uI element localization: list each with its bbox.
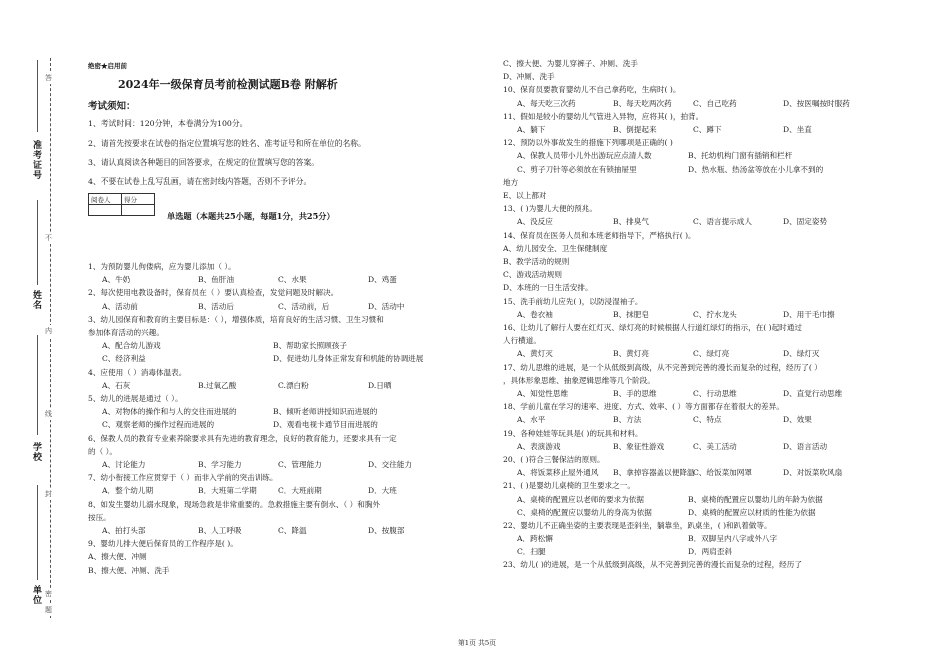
seal-char: 内 — [45, 327, 52, 335]
answer-options-row — [503, 545, 903, 558]
question-line: 3、幼儿园保育和教育的主要目标是：（ ），增强体质，培育良好的生活习惯、卫生习惯和 — [88, 314, 384, 324]
margin-underline — [37, 335, 38, 435]
question-line: A、擦大便、冲厕 — [88, 552, 147, 562]
question-line: C、擦大便、为婴儿穿裤子、冲厕、洗手 — [503, 59, 638, 68]
seal-char: 不 — [45, 234, 52, 242]
answer-options-row — [503, 149, 903, 162]
answer-option[interactable]: B.过氧乙酸 — [198, 380, 237, 390]
answer-option[interactable]: C、蹲下 — [693, 125, 722, 134]
question-line: 19、各种娃娃等玩具是( )的玩具和材料。 — [503, 428, 643, 438]
page-title: 2024年一级保育员考前检测试题B卷 附解析 — [118, 78, 338, 91]
question-line: 14、保育员在医务人员和本班老师指导下，严格执行( )。 — [503, 230, 696, 240]
answer-option[interactable]: B、手的思维 — [613, 388, 657, 398]
answer-option[interactable]: B、抹肥皂 — [613, 309, 649, 319]
answer-option[interactable]: D、热水瓶、热汤盆等放在小儿拿不到的 — [688, 164, 824, 174]
seal-char: 答 — [45, 74, 52, 82]
question-line: 21、( )是婴幼儿桌椅的卫生要求之一。 — [503, 481, 635, 491]
answer-option[interactable]: D、坐直 — [783, 125, 812, 134]
question-line: B、擦大便、冲厕、洗手 — [88, 565, 170, 575]
answer-option[interactable]: B．大班第二学期 — [198, 486, 257, 496]
answer-option[interactable]: C、观察老师的操作过程而进展的 — [102, 420, 215, 430]
notice-item: 4、不要在试卷上乱写乱画，请在密封线内答题，否则不予评分。 — [88, 177, 312, 186]
answer-option[interactable]: C、桌椅的配置应以婴幼儿的身高为依据 — [517, 507, 652, 517]
answer-option[interactable]: D.日晒 — [368, 380, 392, 390]
answer-option[interactable]: D、对饭菜吹风扇 — [783, 468, 843, 478]
answer-option[interactable]: A、表演游戏 — [517, 441, 561, 451]
answer-option[interactable]: D、交往能力 — [368, 459, 413, 469]
question-line: C、游戏活动规则 — [503, 270, 562, 280]
answer-option[interactable]: D、按腹部 — [368, 525, 405, 535]
answer-option[interactable]: D、语言活动 — [783, 441, 828, 451]
margin-field-school: 学校 — [31, 442, 41, 462]
answer-options-row — [88, 418, 488, 431]
question-line: 23、幼儿( )的进展，是一个从低级到高级，从不完善到完善的漫长而复杂的过程，经历了 — [503, 560, 802, 570]
answer-option[interactable]: B、学习能力 — [198, 459, 242, 469]
right-question-column — [503, 57, 903, 572]
question-line: ，具体形象思维、抽象逻辑思维等几个阶段。 — [503, 375, 655, 385]
answer-option[interactable]: B、活动后 — [198, 301, 234, 311]
answer-options-row — [503, 308, 903, 321]
seal-char: 题 — [45, 606, 52, 614]
answer-option[interactable]: B．双脚呈内八字或外八字 — [688, 534, 778, 544]
answer-options-row — [503, 163, 903, 176]
answer-option[interactable]: A、水平 — [517, 415, 546, 425]
answer-options-row — [503, 387, 903, 400]
score-table-score-label: 得分 — [122, 194, 155, 205]
answer-option[interactable]: B、倾听老师讲授知识而进展的 — [273, 407, 378, 417]
answer-option[interactable]: D、用干毛巾擦 — [783, 309, 835, 319]
left-question-column — [88, 260, 488, 577]
question-line: 1、为预防婴儿佝偻病，应为婴儿添加（ ）。 — [88, 262, 236, 271]
answer-option[interactable]: A．整个幼儿期 — [102, 486, 154, 496]
answer-option[interactable]: A、保教人员带小儿外出游玩应点清人数 — [517, 151, 652, 161]
question-line: D、冲厕、洗手 — [503, 72, 555, 82]
answer-option[interactable]: B、托幼机构门窗有插销和栏杆 — [688, 151, 793, 161]
answer-option[interactable]: C、经济利益 — [102, 354, 146, 364]
answer-option[interactable]: A、卷衣袖 — [517, 309, 553, 319]
answer-options-row — [503, 493, 903, 506]
question-line: 地方 — [503, 177, 519, 187]
answer-option[interactable]: C、美工活动 — [693, 441, 737, 451]
question-line: 13、( )为婴儿大便的预兆。 — [503, 204, 597, 214]
answer-option[interactable]: C、语言提示成人 — [693, 217, 752, 227]
question-line: 10、保育员要教育婴幼儿不自己拿药吃，生病时( )。 — [503, 85, 681, 95]
question-line: 参加体育活动的兴趣。 — [88, 327, 164, 337]
answer-option[interactable]: A、将饭菜移止屋外通风 — [517, 468, 599, 478]
answer-options-row — [503, 347, 903, 360]
score-table — [88, 193, 155, 216]
answer-options-row — [88, 524, 488, 537]
seal-char: 封 — [45, 490, 52, 498]
answer-option[interactable]: D、桌椅的配置应以材质的性能为依据 — [688, 507, 816, 517]
answer-options-row — [503, 506, 903, 519]
score-table-grader-cell[interactable] — [89, 205, 122, 216]
answer-option[interactable]: C、剪子刀针等必须放在有锁抽屉里 — [517, 164, 637, 174]
question-line: 8、如发生婴幼儿溺水现象，现场急救是非常重要的。急救措施主要有倒水、（ ）和胸外 — [88, 499, 381, 509]
answer-options-row — [503, 123, 903, 136]
question-line: 18、学前儿童在学习的速率、进度、方式、效率、( ）等方面都存在着很大的差异。 — [503, 402, 784, 412]
margin-underline — [37, 485, 38, 580]
answer-option[interactable]: A、活动前 — [102, 301, 138, 311]
answer-options-row — [88, 405, 488, 418]
question-line: 22、婴幼儿不正确坐姿的主要表现是歪斜坐，躺靠坐，趴桌坐，( )和趴着做等。 — [503, 520, 772, 530]
answer-option[interactable]: B、方法 — [613, 415, 642, 425]
answer-option[interactable]: B、排臭气 — [613, 217, 649, 227]
answer-option[interactable]: B、帮助家长照顾孩子 — [273, 341, 347, 351]
answer-option[interactable]: B、象征性游戏 — [613, 441, 665, 451]
margin-field-unit: 单位 — [31, 585, 41, 605]
question-line: 2、每次使用电教设备时，保育员在（ ）要认真检查，发觉问题及时解决。 — [88, 288, 339, 298]
answer-options-row — [503, 440, 903, 453]
answer-options-row — [88, 273, 488, 286]
answer-option[interactable]: C、拧水龙头 — [693, 309, 737, 319]
answer-option[interactable]: A、牛奶 — [102, 275, 131, 285]
answer-option[interactable]: C、活动前，后 — [278, 301, 330, 311]
answer-option[interactable]: A、黄灯灭 — [517, 349, 553, 359]
notice-item: 2、请首先按要求在试卷的指定位置填写您的姓名、准考证号和所在单位的名称。 — [88, 139, 366, 148]
answer-option[interactable]: A、石灰 — [102, 380, 131, 390]
answer-option[interactable]: D、绿灯灭 — [783, 349, 820, 359]
answer-option[interactable]: A、躺下 — [517, 125, 546, 134]
question-line: 15、洗手前幼儿应先( )，以防浸湿袖子。 — [503, 296, 643, 306]
question-line: 人行横道。 — [503, 336, 541, 346]
question-line: D、本班的一日生活安排。 — [503, 283, 593, 293]
answer-option[interactable]: A、没反应 — [517, 217, 553, 227]
page-footer: 第1页 共5页 — [458, 639, 496, 647]
notice-item: 3、请认真阅读各种题目的回答要求，在规定的位置填写您的答案。 — [88, 158, 320, 167]
question-line: 20、( )符合三餐保洁的原则。 — [503, 454, 605, 464]
answer-option[interactable]: A、桌椅的配置应以老师的要求为依据 — [517, 494, 644, 504]
answer-option[interactable]: A．跨松懈 — [517, 534, 553, 544]
seal-char: 线 — [45, 410, 52, 418]
answer-option[interactable]: A、拍打头部 — [102, 525, 146, 535]
binding-dashed-line — [50, 58, 51, 618]
answer-option[interactable]: D、效果 — [783, 415, 812, 425]
answer-options-row — [503, 532, 903, 545]
section-heading: 单选题（本题共25小题，每题1分，共25分） — [167, 211, 335, 221]
seal-char: 密 — [45, 590, 52, 598]
answer-option[interactable]: D、促进幼儿身体正常发育和机能的协调进展 — [273, 354, 424, 364]
answer-option[interactable]: D、直觉行动思维 — [783, 388, 843, 398]
answer-option[interactable]: C．大班前期 — [278, 486, 322, 496]
margin-underline — [37, 60, 38, 132]
answer-option[interactable]: A、知觉性思维 — [517, 388, 569, 398]
answer-option[interactable]: B、鱼肝油 — [198, 275, 234, 285]
margin-field-name: 姓名 — [31, 290, 41, 310]
answer-option[interactable]: B、拿掉容器盖以便降温 — [613, 468, 695, 478]
question-line: 11、假如是较小的婴幼儿气管进入异物，应将其( )，拍背。 — [503, 111, 704, 121]
answer-option[interactable]: B、黄灯亮 — [613, 349, 649, 359]
answer-options-row — [88, 300, 488, 313]
answer-option[interactable]: C、降温 — [278, 525, 307, 535]
margin-field-exam-number: 准考证号 — [31, 140, 41, 180]
answer-option[interactable]: D．大班 — [368, 486, 397, 496]
question-line: 9、婴幼儿排大便后保育员的工作程序是( )。 — [88, 539, 238, 549]
question-line: 17、幼儿思维的进展，是一个从低级到高级，从不完善到完善的漫长而复杂的过程，经历了( ） — [503, 362, 822, 372]
question-line: 7、幼小衔接工作应贯穿于（ ）而非入学前的突击训练。 — [88, 473, 278, 483]
answer-option[interactable]: A、讨论能力 — [102, 459, 146, 469]
answer-option[interactable]: D、按医嘱按时服药 — [783, 98, 850, 108]
answer-options-row — [88, 352, 488, 365]
answer-option[interactable]: C、绿灯亮 — [693, 349, 730, 359]
notice-heading: 考试须知： — [88, 101, 136, 112]
question-line: 5、幼儿的进展是通过（ ）。 — [88, 393, 183, 403]
question-line: 按压。 — [88, 512, 111, 522]
score-table-grader-label: 阅卷人 — [89, 194, 122, 205]
answer-option[interactable]: B、人工呼吸 — [198, 525, 242, 535]
answer-option[interactable]: C．扫腿 — [517, 547, 546, 557]
answer-option[interactable]: B、每天吃两次药 — [613, 98, 672, 108]
answer-options-row — [88, 458, 488, 471]
answer-option[interactable]: B、倒提起来 — [613, 125, 657, 134]
answer-option[interactable]: D、观看电视卡通节目而进展的 — [273, 420, 378, 430]
answer-option[interactable]: B、桌椅的配置应以婴幼儿的年龄为依据 — [688, 494, 823, 504]
question-line: 6、保教人员的教育专业素养除要求具有先进的教育理念，良好的教育能力，还要求具有一定 — [88, 433, 397, 443]
answer-option[interactable]: D、活动中 — [368, 301, 405, 311]
answer-options-row — [503, 466, 903, 479]
answer-options-row — [88, 379, 488, 392]
answer-options-row — [503, 97, 903, 110]
answer-options-row — [503, 215, 903, 228]
question-line: A、幼儿园安全、卫生保健制度 — [503, 243, 608, 253]
question-line: B、教学活动的规则 — [503, 256, 570, 266]
notice-item: 1、考试时间：120分钟，本卷满分为100分。 — [88, 119, 248, 128]
margin-underline — [37, 200, 38, 285]
score-table-score-cell[interactable] — [122, 205, 155, 216]
answer-option[interactable]: D．两肩歪斜 — [688, 547, 733, 557]
answer-option[interactable]: D、鸡蛋 — [368, 275, 397, 285]
question-line: E、以上都对 — [503, 190, 547, 200]
answer-option[interactable]: C、自己吃药 — [693, 98, 737, 108]
answer-option[interactable]: C、给饭菜加网罩 — [693, 468, 752, 478]
answer-option[interactable]: D、固定姿势 — [783, 217, 828, 227]
question-line: 12、预防以外事故发生的措施下列哪项是正确的( ) — [503, 138, 673, 148]
question-line: 16、让幼儿了解行人要在红灯灭、绿灯亮的时候根据人行道红绿灯的指示，在( )起时通过 — [503, 322, 802, 332]
answer-option[interactable]: A、配合幼儿游戏 — [102, 341, 161, 351]
question-line: 的（ ）。 — [88, 446, 117, 456]
answer-option[interactable]: C、水果 — [278, 275, 307, 285]
answer-options-row — [503, 413, 903, 426]
answer-options-row — [88, 339, 488, 352]
answer-option[interactable]: A、每天吃三次药 — [517, 98, 576, 108]
answer-options-row — [88, 484, 488, 497]
answer-option[interactable]: C、管理能力 — [278, 459, 322, 469]
answer-option[interactable]: A、对物体的操作和与人的交往而进展的 — [102, 407, 237, 417]
answer-option[interactable]: C、行动思维 — [693, 388, 737, 398]
secret-label: 绝密★启用前 — [88, 62, 127, 70]
question-line: 4、应使用（ ）消毒体温表。 — [88, 367, 187, 377]
answer-option[interactable]: C.漂白粉 — [278, 380, 309, 390]
answer-option[interactable]: C、特点 — [693, 415, 722, 425]
